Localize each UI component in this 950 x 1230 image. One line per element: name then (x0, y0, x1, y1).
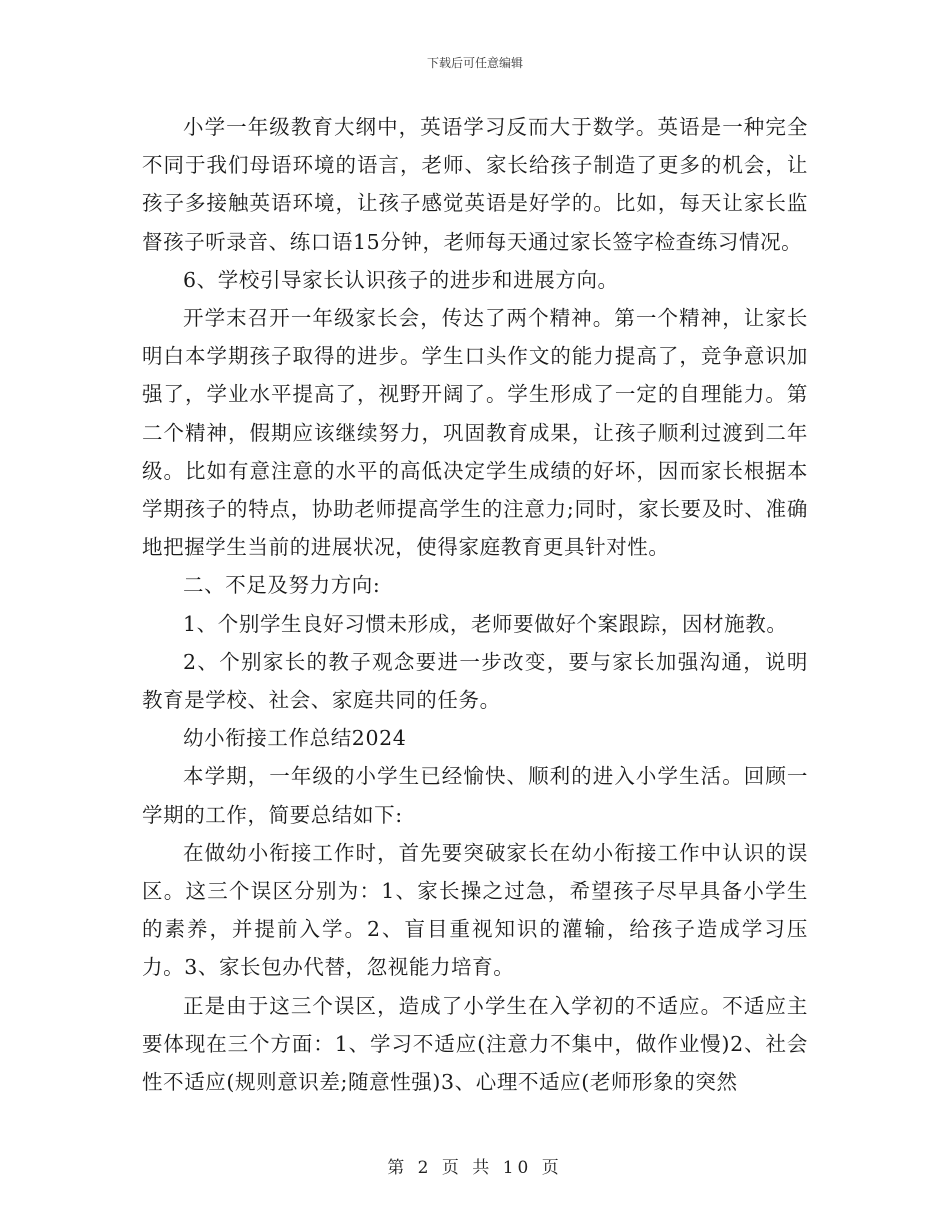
paragraph-english-learning: 小学一年级教育大纲中，英语学习反而大于数学。英语是一种完全不同于我们母语环境的语言，老师、家长给孩子制造了更多的机会，让孩子多接触英语环境，让孩子感觉英语是好学的。比如，每天让家长监督孩子听录音、练口语15分钟，老师每天通过家长签字检查练习情况。 (142, 115, 808, 254)
paragraph-point-2: 2、个别家长的教子观念要进一步改变，要与家长加强沟通，说明教育是学校、社会、家庭共同的任务。 (142, 649, 808, 713)
page-number-footer: 第 2 页 共 10 页 (387, 1158, 563, 1178)
paragraph-title: 幼小衔接工作总结2024 (183, 726, 407, 751)
header-note: 下载后可任意编辑 (426, 56, 523, 70)
paragraph-maladjustment: 正是由于这三个误区，造成了小学生在入学初的不适应。不适应主要体现在三个方面：1、学习不适应(注意力不集中，做作业慢)2、社会性不适应(规则意识差;随意性强)3、心理不适应(老师形象的突然 (142, 993, 808, 1095)
paragraph-parent-meeting: 开学末召开一年级家长会，传达了两个精神。第一个精神，让家长明白本学期孩子取得的进步。学生口头作文的能力提高了，竞争意识加强了，学业水平提高了，视野开阔了。学生形成了一定的自理能力。第二个精神，假期应该继续努力，巩固教育成果，让孩子顺利过渡到二年级。比如有意注意的水平的高低决定学生成绩的好坏，因而家长根据本学期孩子的特点，协助老师提高学生的注意力;同时，家长要及时、准确地把握学生当前的进展状况，使得家庭教育更具针对性。 (142, 306, 808, 560)
paragraph-item-6: 6、学校引导家长认识孩子的进步和进展方向。 (183, 267, 619, 292)
paragraph-section-heading: 二、不足及努力方向: (183, 573, 381, 598)
paragraph-point-1: 1、个别学生良好习惯未形成，老师要做好个案跟踪，因材施教。 (183, 611, 788, 636)
paragraph-intro: 本学期，一年级的小学生已经愉快、顺利的进入小学生活。回顾一学期的工作，简要总结如下: (142, 764, 808, 827)
document-body (142, 108, 808, 1101)
paragraph-misconceptions: 在做幼小衔接工作时，首先要突破家长在幼小衔接工作中认识的误区。这三个误区分别为：1、家长操之过急，希望孩子尽早具备小学生的素养，并提前入学。2、盲目重视知识的灌输，给孩子造成学习压力。3、家长包办代替，忽视能力培育。 (142, 840, 808, 980)
